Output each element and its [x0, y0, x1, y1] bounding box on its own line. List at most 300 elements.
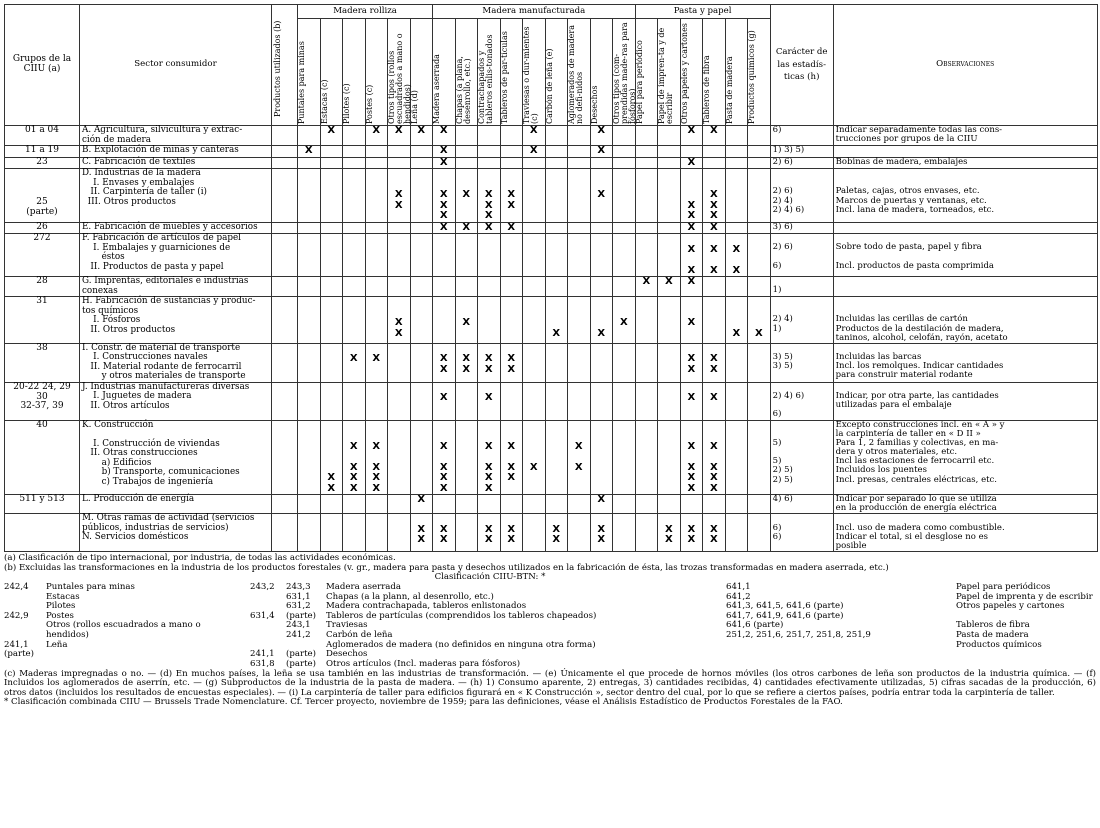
mark-cell: X X: [703, 234, 726, 277]
column-header: Postes (c): [365, 19, 388, 126]
mark-cell: X: [433, 126, 456, 146]
mark-cell: [635, 157, 658, 169]
table-row: [5, 382, 1098, 420]
mark-cell: [298, 222, 321, 234]
mark-cell: X: [365, 343, 388, 382]
grupo-cell: 31: [5, 297, 80, 344]
mark-cell: [365, 495, 388, 514]
mark-cell: [613, 420, 636, 495]
mark-cell: X X X: [433, 169, 456, 223]
mark-cell: [523, 222, 546, 234]
caracter-cell: 2) 6) 2) 4) 2) 4) 6): [770, 169, 833, 223]
mark-cell: X: [635, 277, 658, 297]
mark-cell: [545, 277, 568, 297]
mark-cell: [478, 157, 501, 169]
grupo-cell: 23: [5, 157, 80, 169]
mark-cell: [748, 277, 771, 297]
mark-cell: [410, 382, 433, 420]
classification-label: Desechos: [326, 649, 368, 660]
mark-cell: [545, 157, 568, 169]
mark-cell: X X: [500, 514, 523, 552]
mark-cell: [635, 234, 658, 277]
mark-cell: [500, 297, 523, 344]
mark-cell: [410, 222, 433, 234]
classification-code1: 241,1: [250, 649, 275, 660]
classification-label: Otros artículos (Incl. maderas para fósforos): [326, 658, 521, 669]
sector-cell: M. Otras ramas de actividad (servicios públicos, industrias de servicios) N. Servicios domésticos: [80, 514, 272, 552]
mark-cell: [748, 146, 771, 158]
mark-cell: [748, 157, 771, 169]
mark-cell: X X: [568, 420, 591, 495]
sector-cell: I. Constr. de material de transporte I. Construcciones navales II. Material rodante de ferrocarril y otros materiales de transporte: [80, 343, 272, 382]
mark-cell: [613, 514, 636, 552]
classification-code: 641,2: [726, 591, 751, 602]
classification-label: Otros papeles y cartones: [956, 601, 1065, 612]
mark-cell: X: [590, 169, 613, 223]
header-madera-rolliza: Madera rolliza: [298, 5, 433, 19]
mark-cell: [523, 495, 546, 514]
sector-cell: D. Industrias de la madera I. Envases y embalajes II. Carpintería de taller (i) III. Otros productos: [80, 169, 272, 223]
mark-cell: [320, 297, 343, 344]
mark-cell: X: [590, 297, 613, 344]
mark-cell: X X: [703, 343, 726, 382]
classification-code1: [250, 621, 286, 631]
grupo-cell: 511 y 513: [5, 495, 80, 514]
mark-cell: [613, 234, 636, 277]
mark-cell: [658, 222, 681, 234]
mark-cell: X X X: [478, 169, 501, 223]
classification-label: Productos químicos: [956, 639, 1042, 650]
mark-cell: [748, 382, 771, 420]
mark-cell: [478, 495, 501, 514]
mark-cell: [568, 514, 591, 552]
caracter-cell: 1): [770, 277, 833, 297]
mark-cell: [478, 234, 501, 277]
mark-cell: [388, 343, 411, 382]
mark-cell: [365, 234, 388, 277]
mark-cell: [298, 420, 321, 495]
mark-cell: [635, 420, 658, 495]
mark-cell: X X X X: [343, 420, 366, 495]
caracter-cell: 6) 6): [770, 514, 833, 552]
mark-cell: [658, 157, 681, 169]
classification-block: [4, 583, 1096, 670]
classification-label: Pilotes: [46, 601, 76, 612]
mark-cell: [545, 146, 568, 158]
column-header: Aglomerados de madera no defi-nidos: [568, 19, 591, 126]
column-header: Traviesas o dur-mientes (c): [523, 19, 546, 126]
consumption-table: [4, 4, 1098, 552]
mark-cell: X X: [680, 514, 703, 552]
mark-cell: [545, 382, 568, 420]
mark-cell: X: [680, 297, 703, 344]
classification-label: Traviesas: [326, 620, 368, 631]
productos-cell: [272, 297, 298, 344]
classification-item: [250, 621, 720, 631]
mark-cell: [388, 514, 411, 552]
mark-cell: [455, 495, 478, 514]
mark-cell: [500, 126, 523, 146]
mark-cell: [298, 169, 321, 223]
mark-cell: [500, 382, 523, 420]
mark-cell: [523, 169, 546, 223]
mark-cell: [658, 382, 681, 420]
mark-cell: X X: [725, 234, 748, 277]
mark-cell: [725, 146, 748, 158]
mark-cell: [658, 343, 681, 382]
mark-cell: [388, 157, 411, 169]
mark-cell: [703, 146, 726, 158]
mark-cell: X X: [680, 343, 703, 382]
mark-cell: X X X: [703, 169, 726, 223]
mark-cell: [725, 169, 748, 223]
mark-cell: X: [523, 126, 546, 146]
mark-cell: [523, 297, 546, 344]
mark-cell: X: [433, 146, 456, 158]
caracter-cell: 1) 3) 5): [770, 146, 833, 158]
grupo-cell: 28: [5, 277, 80, 297]
classification-code: 241,1 (parte): [4, 639, 34, 660]
mark-cell: [590, 277, 613, 297]
mark-cell: [703, 297, 726, 344]
classification-item: [726, 602, 1096, 621]
footnotes: [4, 554, 1096, 708]
column-header: Madera aserrada: [433, 19, 456, 126]
mark-cell: X: [478, 222, 501, 234]
classification-label: Madera contrachapada, tableros enlistonados: [326, 601, 527, 612]
mark-cell: X X: [478, 514, 501, 552]
mark-cell: X X X: [500, 420, 523, 495]
header-caracter: Carácter de las estadís-ticas (h): [770, 5, 833, 126]
mark-cell: X: [680, 126, 703, 146]
mark-cell: [343, 126, 366, 146]
classification-item: [726, 641, 1096, 651]
productos-cell: [272, 277, 298, 297]
mark-cell: X: [433, 157, 456, 169]
mark-cell: X: [680, 157, 703, 169]
classification-item: [250, 641, 720, 651]
mark-cell: [658, 169, 681, 223]
header-productos: Productos utilizados (b): [272, 5, 298, 126]
classification-code: 242,9: [4, 610, 29, 621]
column-header: Papel para periódico: [635, 19, 658, 126]
mark-cell: [320, 382, 343, 420]
mark-cell: X: [590, 126, 613, 146]
caracter-cell: 3) 5) 3) 5): [770, 343, 833, 382]
classification-code1: 631,8: [250, 658, 275, 669]
caracter-cell: 6): [770, 126, 833, 146]
column-header: Productos químicos (g): [748, 19, 771, 126]
mark-cell: [568, 157, 591, 169]
mark-cell: [523, 382, 546, 420]
mark-cell: X X: [500, 169, 523, 223]
classification-code1: [250, 631, 286, 641]
sector-cell: G. Imprentas, editoriales e industrias conexas: [80, 277, 272, 297]
mark-cell: [635, 297, 658, 344]
mark-cell: [568, 343, 591, 382]
classification-code: 641,6 (parte): [726, 620, 784, 631]
mark-cell: X: [658, 277, 681, 297]
mark-cell: [343, 514, 366, 552]
mark-cell: [365, 297, 388, 344]
table-row: [5, 297, 1098, 344]
mark-cell: X X X X: [680, 420, 703, 495]
grupo-cell: [5, 514, 80, 552]
mark-cell: X: [523, 146, 546, 158]
productos-cell: [272, 382, 298, 420]
mark-cell: [748, 234, 771, 277]
classification-item: [4, 602, 244, 612]
mark-cell: [523, 234, 546, 277]
classification-code1: 631,4: [250, 610, 275, 621]
productos-cell: [272, 234, 298, 277]
mark-cell: X: [433, 222, 456, 234]
grupo-cell: 20-22 24, 29 30 32-37, 39: [5, 382, 80, 420]
mark-cell: [455, 420, 478, 495]
classification-label: Tableros de partículas (comprendidos los tableros chapeados): [326, 610, 597, 621]
mark-cell: [433, 495, 456, 514]
mark-cell: [703, 157, 726, 169]
mark-cell: X: [725, 297, 748, 344]
sector-cell: B. Explotación de minas y canteras: [80, 146, 272, 158]
observacion-cell: Paletas, cajas, otros envases, etc. Marcos de puertas y ventanas, etc. Incl. lana de madera, torneados, etc.: [833, 169, 1097, 223]
table-row: [5, 169, 1098, 223]
mark-cell: [320, 169, 343, 223]
column-header: Tableros de par-tículas: [500, 19, 523, 126]
mark-cell: [725, 222, 748, 234]
mark-cell: [365, 157, 388, 169]
grupo-cell: 26: [5, 222, 80, 234]
caracter-cell: 4) 6): [770, 495, 833, 514]
productos-cell: [272, 126, 298, 146]
mark-cell: X: [703, 126, 726, 146]
observacion-cell: Indicar, por otra parte, las cantidades utilizadas para el embalaje: [833, 382, 1097, 420]
mark-cell: [545, 234, 568, 277]
mark-cell: X X: [590, 514, 613, 552]
mark-cell: [703, 277, 726, 297]
mark-cell: [410, 277, 433, 297]
mark-cell: [725, 420, 748, 495]
table-row: [5, 495, 1098, 514]
mark-cell: [725, 277, 748, 297]
table-row: [5, 157, 1098, 169]
table-row: [5, 126, 1098, 146]
note-b: (b) Excluidas las transformaciones en la industria de los productos forestales (v. gr., madera para pasta y desechos utilizados en la fabricación de ésta, las trozas transformadas en madera aserrada, etc.): [4, 562, 889, 573]
mark-cell: [635, 146, 658, 158]
mark-cell: X: [455, 297, 478, 344]
mark-cell: [568, 495, 591, 514]
mark-cell: [613, 146, 636, 158]
mark-cell: [320, 495, 343, 514]
mark-cell: [388, 277, 411, 297]
mark-cell: [748, 495, 771, 514]
mark-cell: [298, 126, 321, 146]
mark-cell: X: [680, 222, 703, 234]
mark-cell: [478, 277, 501, 297]
mark-cell: [320, 222, 343, 234]
classification-label: Estacas: [46, 591, 80, 602]
mark-cell: [455, 382, 478, 420]
classification-middle: [250, 583, 720, 670]
mark-cell: X X X X: [365, 420, 388, 495]
observacion-cell: [833, 146, 1097, 158]
mark-cell: X X: [410, 514, 433, 552]
mark-cell: [613, 495, 636, 514]
classification-code2: 631,2: [286, 601, 311, 612]
productos-cell: [272, 343, 298, 382]
mark-cell: [590, 222, 613, 234]
header-observaciones: Observaciones: [833, 5, 1097, 126]
mark-cell: [320, 157, 343, 169]
productos-cell: [272, 495, 298, 514]
note-star: * Clasificación combinada CIIU — Brussels Trade Nomenclature. Cf. Tercer proyecto, noviembre de 1959; para las definiciones, véase el Análisis Estadístico de Productos Forestales de la FAO.: [4, 697, 843, 708]
mark-cell: [545, 343, 568, 382]
mark-cell: X X: [545, 514, 568, 552]
mark-cell: [613, 169, 636, 223]
mark-cell: X X: [433, 343, 456, 382]
mark-cell: [748, 222, 771, 234]
mark-cell: [568, 126, 591, 146]
classification-label: Madera aserrada: [326, 581, 402, 592]
mark-cell: [613, 157, 636, 169]
mark-cell: X: [590, 495, 613, 514]
classification-code: 641,1: [726, 581, 751, 592]
sector-cell: K. Construcción I. Construcción de viviendas II. Otras construcciones a) Edificios b) Transporte, comunicaciones c) Trabajos de ingeniería: [80, 420, 272, 495]
mark-cell: [410, 157, 433, 169]
mark-cell: X X: [388, 169, 411, 223]
caracter-cell: 2) 4) 6) 6): [770, 382, 833, 420]
mark-cell: [365, 146, 388, 158]
column-header: Pilotes (c): [343, 19, 366, 126]
mark-cell: [635, 514, 658, 552]
mark-cell: X: [478, 382, 501, 420]
classification-item: [4, 621, 244, 640]
mark-cell: X: [365, 126, 388, 146]
mark-cell: X: [680, 277, 703, 297]
mark-cell: [568, 222, 591, 234]
mark-cell: [343, 382, 366, 420]
mark-cell: [748, 126, 771, 146]
mark-cell: [455, 277, 478, 297]
classification-code2: 243,3: [286, 581, 311, 592]
classification-code1: [250, 593, 286, 603]
mark-cell: [343, 222, 366, 234]
classification-code2: (parte): [286, 649, 316, 660]
classification-code: [4, 621, 46, 640]
mark-cell: [748, 169, 771, 223]
mark-cell: [500, 234, 523, 277]
mark-cell: [613, 382, 636, 420]
column-header: Leña (d): [410, 19, 433, 126]
grupo-cell: 11 a 19: [5, 146, 80, 158]
mark-cell: [613, 126, 636, 146]
mark-cell: [635, 382, 658, 420]
mark-cell: X: [523, 420, 546, 495]
column-header: Otros tipos (com-prendidas made-ras para fósforos): [613, 19, 636, 126]
mark-cell: [388, 495, 411, 514]
mark-cell: [410, 343, 433, 382]
mark-cell: [658, 495, 681, 514]
mark-cell: [635, 169, 658, 223]
mark-cell: [388, 234, 411, 277]
mark-cell: [365, 222, 388, 234]
mark-cell: [613, 277, 636, 297]
mark-cell: [478, 126, 501, 146]
mark-cell: [590, 234, 613, 277]
classification-label: Carbón de leña: [326, 630, 393, 641]
mark-cell: [298, 157, 321, 169]
mark-cell: X X: [658, 514, 681, 552]
grupo-cell: 25 (parte): [5, 169, 80, 223]
classification-label: Leña: [46, 639, 68, 650]
classification-code2: (parte): [286, 610, 316, 621]
column-header: Desechos: [590, 19, 613, 126]
sector-cell: A. Agricultura, silvicultura y extrac- ción de madera: [80, 126, 272, 146]
productos-cell: [272, 222, 298, 234]
mark-cell: X: [703, 382, 726, 420]
mark-cell: X X: [703, 514, 726, 552]
mark-cell: [343, 277, 366, 297]
classification-code: 641,3, 641,5, 641,6 (parte) 641,7, 641,9, 641,6 (parte): [726, 601, 844, 621]
observacion-cell: Indicar separadamente todas las cons- trucciones por grupos de la CIIU: [833, 126, 1097, 146]
classification-label: Otros (rollos escuadrados a mano o hendidos): [46, 620, 201, 641]
mark-cell: X: [455, 169, 478, 223]
sector-cell: C. Fabricación de textiles: [80, 157, 272, 169]
classification-item: [4, 583, 244, 593]
mark-cell: [680, 495, 703, 514]
column-header: Carbón de leña (e): [545, 19, 568, 126]
mark-cell: [365, 169, 388, 223]
mark-cell: X: [298, 146, 321, 158]
mark-cell: X: [410, 126, 433, 146]
column-header: Papel de impren-ta y de escribir: [658, 19, 681, 126]
mark-cell: X X X X: [433, 420, 456, 495]
observacion-cell: Sobre todo de pasta, papel y fibra Incl. productos de pasta comprimida: [833, 234, 1097, 277]
classification-code2: 243,1: [286, 620, 311, 631]
mark-cell: [433, 297, 456, 344]
mark-cell: [658, 126, 681, 146]
mark-cell: [703, 495, 726, 514]
grupo-cell: 01 a 04: [5, 126, 80, 146]
observacion-cell: Excepto construcciones incl. en « A » y la carpintería de taller en « D II » Para 1, 2 familias y colectivas, en ma- dera y otros materiales, etc. Incl las estaciones de ferrocarril etc. Incluidos los puentes Incl. presas, centrales eléctricas, etc.: [833, 420, 1097, 495]
observacion-cell: Incluidas las cerillas de cartón Productos de la destilación de madera, taninos, alcohol, celofán, rayón, acetato: [833, 297, 1097, 344]
column-header: Puntales para minas: [298, 19, 321, 126]
mark-cell: [455, 146, 478, 158]
caracter-cell: 2) 4) 1): [770, 297, 833, 344]
mark-cell: [365, 277, 388, 297]
mark-cell: [545, 222, 568, 234]
column-header: Pasta de madera: [725, 19, 748, 126]
table-row: [5, 234, 1098, 277]
classification-item: [4, 593, 244, 603]
column-header: Otros tipos (rollos escuadrados a mano o hendidos): [388, 19, 411, 126]
classification-code: 242,4: [4, 581, 29, 592]
mark-cell: X X X X: [703, 420, 726, 495]
mark-cell: [343, 146, 366, 158]
mark-cell: [298, 343, 321, 382]
table-row: [5, 514, 1098, 552]
mark-cell: [320, 146, 343, 158]
mark-cell: X X: [433, 514, 456, 552]
mark-cell: [455, 157, 478, 169]
header-pasta-papel: Pasta y papel: [635, 5, 770, 19]
caracter-cell: 3) 6): [770, 222, 833, 234]
mark-cell: [298, 514, 321, 552]
classification-label: Pasta de madera: [956, 630, 1029, 641]
classification-code2: (parte): [286, 658, 316, 669]
productos-cell: [272, 514, 298, 552]
mark-cell: X: [388, 126, 411, 146]
